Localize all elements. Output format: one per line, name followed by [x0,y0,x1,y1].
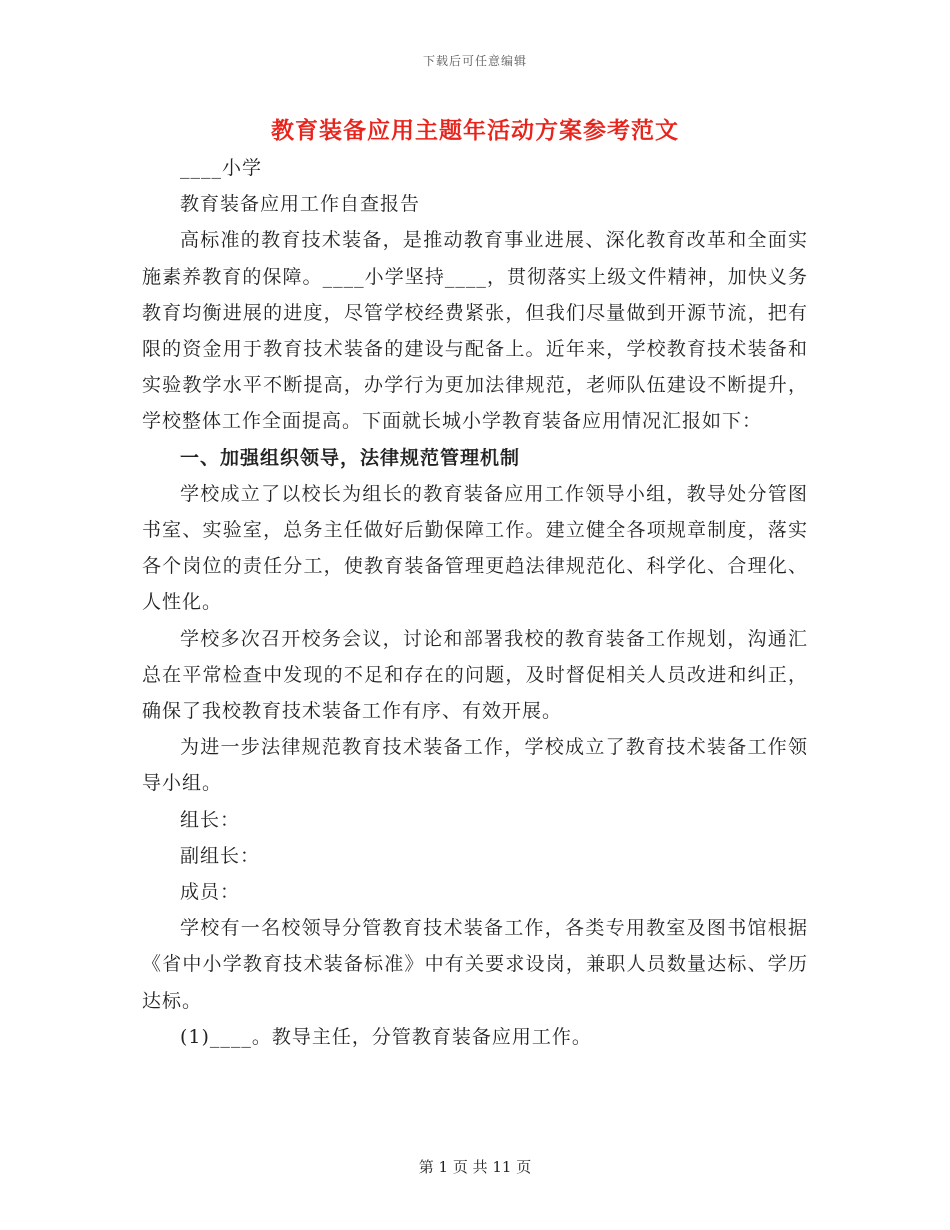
document-title: 教育装备应用主题年活动方案参考范文 [271,117,679,144]
paragraph-organization: 学校成立了以校长为组长的教育装备应用工作领导小组，教导处分管图书室、实验室，总务主任做好后勤保障工作。建立健全各项规章制度，落实各个岗位的责任分工，使教育装备管理更趋法律规范化、科学化、合理化、人性化。 [142,482,808,614]
paragraph-group-leader: 组长： [180,808,241,831]
page-number: 第 1 页 共 11 页 [418,1158,532,1176]
paragraph-staffing: 学校有一名校领导分管教育技术装备工作，各类专用教室及图书馆根据《省中小学教育技术装备标准》中有关要求设岗，兼职人员数量达标、学历达标。 [142,917,808,1012]
list-item-1: (1)____。教导主任，分管教育装备应用工作。 [180,1025,592,1048]
page-header-note: 下载后可任意编辑 [422,54,527,68]
paragraph-intro: 高标准的教育技术装备，是推动教育事业进展、深化教育改革和全面实施素养教育的保障。____小学坚持____，贯彻落实上级文件精神，加快义务教育均衡进展的进度，尽管学校经费紧张，但我们尽量做到开源节流，把有限的资金用于教育技术装备的建设与配备上。近年来，学校教育技术装备和实验教学水平不断提高，办学行为更加法律规范，老师队伍建设不断提升，学校整体工作全面提高。下面就长城小学教育装备应用情况汇报如下： [142,229,808,433]
paragraph-school-name: ____小学 [180,157,263,179]
paragraph-deputy-leader: 副组长： [180,844,261,867]
paragraph-meetings: 学校多次召开校务会议，讨论和部署我校的教育装备工作规划，沟通汇总在平常检查中发现的不足和存在的问题，及时督促相关人员改进和纠正，确保了我校教育技术装备工作有序、有效开展。 [142,627,808,723]
paragraph-members: 成员： [180,881,241,904]
section-heading-1: 一、加强组织领导，法律规范管理机制 [180,446,521,469]
paragraph-report-title: 教育装备应用工作自查报告 [180,193,421,216]
paragraph-leadership-group: 为进一步法律规范教育技术装备工作，学校成立了教育技术装备工作领导小组。 [142,736,808,795]
document-body [142,150,808,1055]
